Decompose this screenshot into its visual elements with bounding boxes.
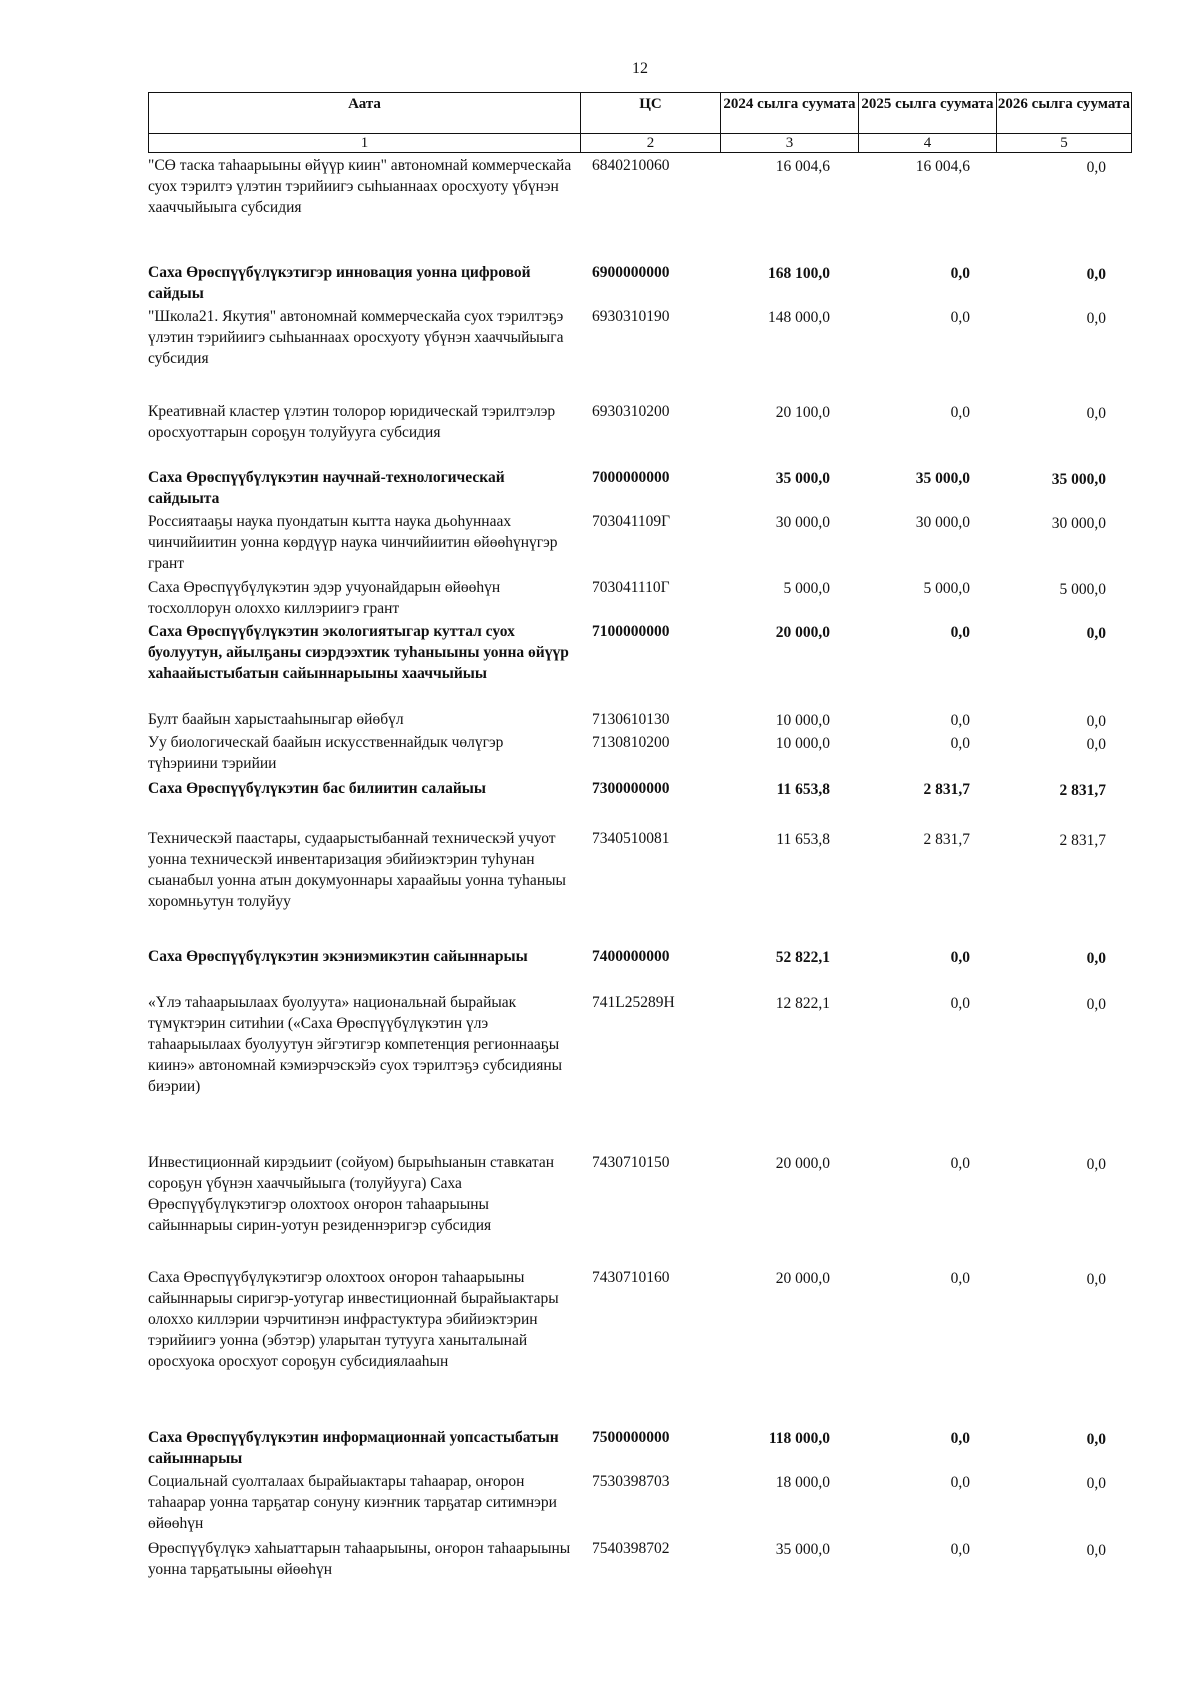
table-row: [148, 401, 1138, 467]
row-code: 6900000000: [592, 264, 670, 281]
row-2025: 0,0: [950, 1155, 970, 1172]
row-2025: 0,0: [950, 309, 970, 326]
header-num-4: 4: [859, 134, 997, 152]
row-2026: 0,0: [1086, 950, 1106, 967]
row-2025: 0,0: [950, 1270, 970, 1287]
row-2024: 11 653,8: [776, 781, 830, 798]
header-2025: 2025 сылга суумата: [859, 93, 997, 133]
row-2026: 2 831,7: [1059, 782, 1106, 799]
row-2024: 10 000,0: [775, 735, 830, 752]
row-code: 7300000000: [592, 780, 670, 797]
table-header: [148, 92, 1132, 153]
row-2026: 0,0: [1086, 1475, 1106, 1492]
row-2025: 2 831,7: [923, 831, 970, 848]
row-2025: 0,0: [950, 1541, 970, 1558]
table-row: [148, 709, 1138, 732]
row-name: Саха Өрөспүүбүлүкэтин эдэр учуонайдарын өйөөһүн тосхоллорун олоххо киллэриигэ грант: [148, 579, 501, 617]
row-2024: 148 000,0: [768, 309, 830, 326]
table-row: [148, 306, 1138, 401]
row-name: Саха Өрөспүүбүлүкэтин экологиятыгар куттал суох буолуутун, айылҕаны сиэрдээхтик туһаныыны уонна өйүүр хаһаайыстыбатын сайыннарыыны хааччыйыы: [148, 623, 569, 682]
row-2025: 2 831,7: [923, 781, 970, 798]
row-2024: 20 100,0: [775, 404, 830, 421]
row-2024: 20 000,0: [775, 624, 830, 641]
row-name: Саха Өрөспүүбүлүкэтигэр инновация уонна цифровой сайдыы: [148, 264, 531, 302]
row-code: 7100000000: [592, 623, 670, 640]
row-code: 7400000000: [592, 948, 670, 965]
header-num-3: 3: [721, 134, 859, 152]
row-name: Саха Өрөспүүбүлүкэтин научнай-технологическай сайдыыта: [148, 469, 505, 507]
row-2024: 16 004,6: [775, 158, 830, 175]
row-2025: 0,0: [950, 1430, 970, 1447]
row-2026: 0,0: [1086, 1271, 1106, 1288]
row-2024: 30 000,0: [775, 514, 830, 531]
row-code: 741L25289Н: [592, 994, 675, 1011]
row-2024: 35 000,0: [775, 1541, 830, 1558]
row-code: 703041110Г: [592, 579, 670, 596]
table-row: [148, 262, 1138, 306]
row-name: Социальнай суолталаах бырайыактары таһаарар, оҥорон таһаарар уонна тарҕатар сонуну киэҥник тарҕатар ситимнэри өйөөһүн: [148, 1473, 557, 1532]
table-row: [148, 467, 1138, 511]
table-row: [148, 732, 1138, 778]
table-row: [148, 1427, 1138, 1471]
row-2026: 35 000,0: [1051, 471, 1106, 488]
row-2025: 0,0: [950, 1474, 970, 1491]
row-2025: 0,0: [950, 735, 970, 752]
row-name: Саха Өрөспүүбүлүкэтин экэниэмикэтин сайыннарыы: [148, 948, 528, 965]
table-row: [148, 1471, 1138, 1538]
row-2026: 0,0: [1086, 1542, 1106, 1559]
table-row: [148, 511, 1138, 577]
row-code: 7530398703: [592, 1473, 670, 1490]
page-number: 12: [632, 60, 648, 77]
table-row: [148, 1152, 1138, 1267]
row-2026: 0,0: [1086, 159, 1106, 176]
row-2025: 0,0: [950, 995, 970, 1012]
row-2024: 118 000,0: [768, 1430, 830, 1447]
row-code: 7340510081: [592, 830, 670, 847]
table-row: [148, 828, 1138, 946]
row-name: Креативнай кластер үлэтин толорор юридическай тэрилтэлэр оросхуоттарын сороҕун толуйууга субсидия: [148, 403, 556, 441]
row-code: 7540398702: [592, 1540, 670, 1557]
row-2024: 10 000,0: [775, 712, 830, 729]
row-2026: 0,0: [1086, 405, 1106, 422]
row-2026: 0,0: [1086, 996, 1106, 1013]
table-row: [148, 992, 1138, 1152]
row-name: Саха Өрөспүүбүлүкэтин информационнай уопсастыбатын сайыннарыы: [148, 1429, 559, 1467]
table-body: [148, 155, 1138, 1584]
row-name: Уу биологическай баайын искусственнайдык чөлүгэр түһэриини тэрийии: [148, 734, 504, 772]
row-2026: 0,0: [1086, 266, 1106, 283]
row-code: 7130810200: [592, 734, 670, 751]
row-name: "Школа21. Якутия" автономнай коммерческайа суох тэрилтэҕэ үлэтин тэрийиигэ сыһыаннаах оросхуоту үбүнэн хааччыйыыга субсидия: [148, 308, 564, 367]
row-code: 703041109Г: [592, 513, 671, 530]
header-code: ЦС: [581, 93, 721, 133]
row-2026: 5 000,0: [1059, 581, 1106, 598]
row-name: Россиятааҕы наука пуондатын кытта наука дьоһуннаах чинчийиитин уонна көрдүүр наука чинчийиитин өйөөһүнүгэр грант: [148, 513, 558, 572]
row-2024: 20 000,0: [775, 1270, 830, 1287]
row-2026: 0,0: [1086, 1156, 1106, 1173]
row-2025: 30 000,0: [915, 514, 970, 531]
row-code: 6930310200: [592, 403, 670, 420]
row-code: 6840210060: [592, 157, 670, 174]
row-2026: 0,0: [1086, 625, 1106, 642]
row-code: 7000000000: [592, 469, 670, 486]
table-row: [148, 577, 1138, 621]
table-row: [148, 1538, 1138, 1584]
row-code: 6930310190: [592, 308, 670, 325]
table-row: [148, 155, 1138, 262]
row-name: Өрөспүүбүлүкэ хаһыаттарын таһаарыыны, оҥорон таһаарыыны уонна тарҕатыыны өйөөһүн: [148, 1540, 571, 1578]
row-2025: 0,0: [950, 265, 970, 282]
row-2024: 18 000,0: [775, 1474, 830, 1491]
row-2024: 168 100,0: [768, 265, 830, 282]
row-code: 7130610130: [592, 711, 670, 728]
row-2026: 0,0: [1086, 1431, 1106, 1448]
table-row: [148, 1267, 1138, 1427]
row-2025: 5 000,0: [923, 580, 970, 597]
row-2025: 0,0: [950, 949, 970, 966]
row-code: 7500000000: [592, 1429, 670, 1446]
row-2025: 0,0: [950, 624, 970, 641]
row-name: Инвестиционнай кирэдьиит (сойуом) бырыһыанын ставкатан сороҕун үбүнэн хааччыйыыга (толуйууга) Саха Өрөспүүбүлүкэтигэр олохтоох оҥорон таһаарыыны сайыннарыы сирин-уотун резиденнэригэр субсидия: [148, 1154, 555, 1234]
row-2025: 0,0: [950, 404, 970, 421]
row-2024: 5 000,0: [783, 580, 830, 597]
row-name: Техническэй паастары, судаарыстыбаннай техническэй учуот уонна техническэй инвентаризация эбийиэктэрин туһунан сыанабыл уонна атын докумуоннары хараайыы уонна туһаныы хоромньутун толуйуу: [148, 830, 566, 910]
header-num-1: 1: [149, 134, 581, 152]
row-2025: 35 000,0: [915, 470, 970, 487]
row-2025: 0,0: [950, 712, 970, 729]
row-code: 7430710150: [592, 1154, 670, 1171]
row-name: Булт баайын харыстааһыныгар өйөбүл: [148, 711, 404, 728]
row-name: "СӨ таска таһаарыыны өйүүр киин" автономнай коммерческайа суох тэрилтэ үлэтин тэрийиигэ сыһыаннаах оросхуоту үбүнэн хааччыйыыга субсидия: [148, 157, 572, 216]
row-code: 7430710160: [592, 1269, 670, 1286]
row-2026: 0,0: [1086, 713, 1106, 730]
table-row: [148, 946, 1138, 992]
row-2026: 30 000,0: [1051, 515, 1106, 532]
header-num-5: 5: [1060, 135, 1068, 151]
row-2024: 12 822,1: [775, 995, 830, 1012]
row-2026: 0,0: [1086, 310, 1106, 327]
row-2024: 11 653,8: [776, 831, 830, 848]
row-2024: 35 000,0: [775, 470, 830, 487]
header-name: Аата: [149, 93, 581, 133]
row-name: Саха Өрөспүүбүлүкэтин бас билиитин салайыы: [148, 780, 486, 797]
row-name: Саха Өрөспүүбүлүкэтигэр олохтоох оҥорон таһаарыыны сайыннарыы сиригэр-уотугар инвестиционнай бырайыактары олоххо киллэрии чэрчитинэн инфрастуктура эбийиэктэрин тэрийиигэ уонна (эбэтэр) уларытан тутууга ханыталынай оросхуока оросхуот сороҕун субсидиялааһын: [148, 1269, 559, 1370]
header-2024: 2024 сылга суумата: [721, 93, 859, 133]
row-2024: 52 822,1: [775, 949, 830, 966]
row-name: «Үлэ таһаарыылаах буолуута» национальнай бырайыак түмүктэрин ситиһии («Саха Өрөспүүбүлүкэтин үлэ таһаарыылаах буолуутун эйгэтигэр компетенция регионнааҕы киинэ» автономнай кэмиэрчэскэйэ суох тэрилтэҕэ субсидияны биэрии): [148, 994, 563, 1095]
header-num-2: 2: [581, 134, 721, 152]
table-row: [148, 778, 1138, 828]
row-2026: 0,0: [1086, 736, 1106, 753]
header-2026: 2026 сылга суумата: [997, 96, 1131, 112]
row-2025: 16 004,6: [915, 158, 970, 175]
table-row: [148, 621, 1138, 709]
row-2026: 2 831,7: [1059, 832, 1106, 849]
row-2024: 20 000,0: [775, 1155, 830, 1172]
